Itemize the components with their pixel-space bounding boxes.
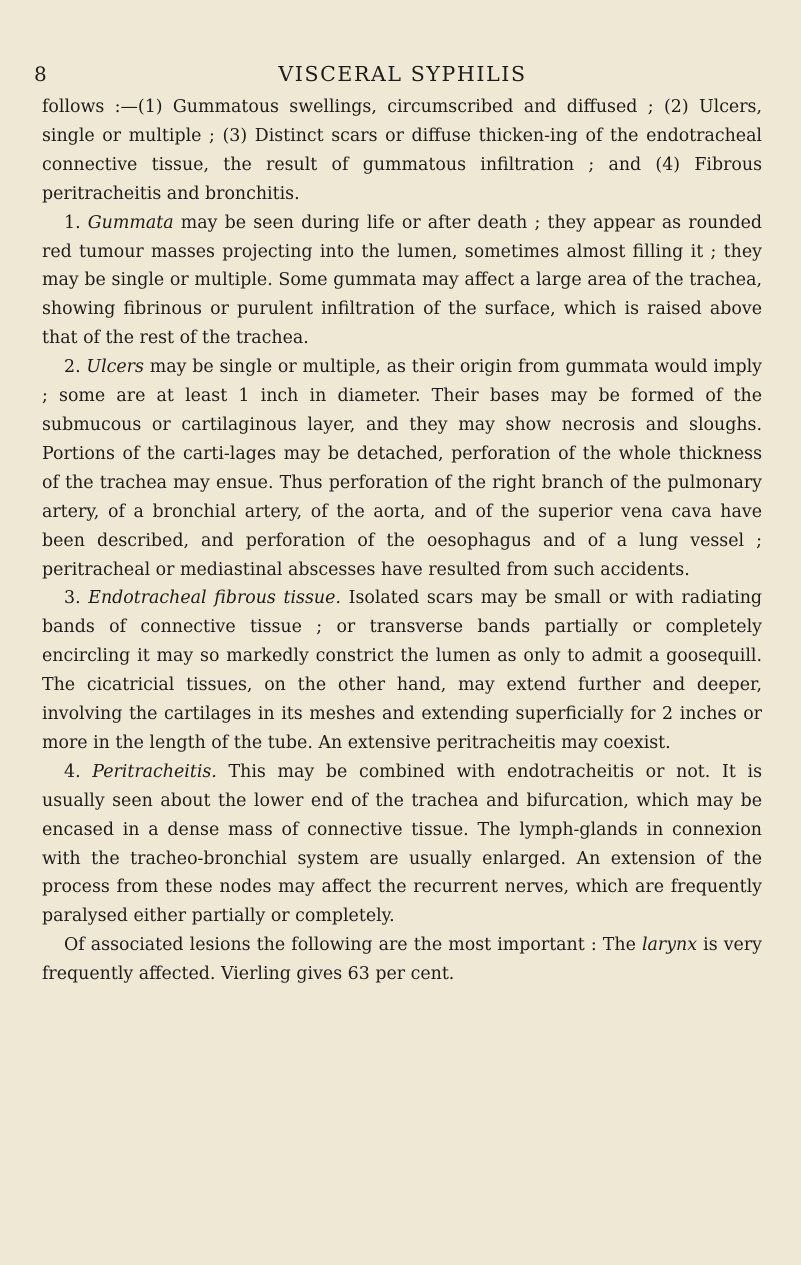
paragraph-text: is very frequently affected. Vierling gives 63 per cent. <box>42 935 762 985</box>
item-term: Gummata <box>87 212 174 233</box>
paragraph-endotracheal-fibrous-tissue <box>42 584 762 757</box>
paragraph-text: Isolated scars may be small or with radiating bands of connective tissue ; or transverse bands partially or completely encircling it may so markedly constrict the lumen as only to admit a goosequill. The cicatricial tissues, on the other hand, may extend further and deeper, involving the cartilages in its meshes and extending superficially for 2 inches or more in the length of the tube. An extensive peritracheitis may coexist. <box>42 588 763 753</box>
paragraph-lead: Of associated lesions the following are the most important : The <box>64 935 636 956</box>
paragraph-intro <box>42 93 762 209</box>
item-number: 4. <box>64 761 81 782</box>
paragraph-ulcers <box>42 353 762 584</box>
body-text <box>42 93 762 989</box>
paragraph-text: This may be combined with endotracheitis or not. It is usually seen about the lower end of the trachea and bifurcation, which may be encased in a dense mass of connective tissue. The lymph-glands in connexion with the tracheo-bronchial system are usually enlarged. An extension of the process from these nodes may affect the recurrent nerves, which are frequently paralysed either partially or completely. <box>42 761 763 927</box>
page-header <box>24 62 781 88</box>
item-term: Endotracheal fibrous tissue. <box>88 588 341 609</box>
item-term: Peritracheitis. <box>92 761 217 782</box>
item-term: larynx <box>641 935 698 956</box>
paragraph-gummata <box>42 209 762 354</box>
item-number: 1. <box>64 212 81 233</box>
item-number: 3. <box>64 588 81 609</box>
running-title: VISCERAL SYPHILIS <box>278 62 527 86</box>
item-number: 2. <box>64 357 81 378</box>
paragraph-peritracheitis <box>42 758 762 931</box>
paragraph-text: may be single or multiple, as their origin from gummata would imply ; some are at least 1 inch in diameter. Their bases may be formed of the submucous or cartilaginous layer, and they may show necrosis and sloughs. Portions of the carti-lages may be detached, perforation of the whole thickness of the trachea may ensue. Thus perforation of the right branch of the pulmonary artery, of a bronchial artery, of the aorta, and of the superior vena cava have been described, and perforation of the oesophagus and of a lung vessel ; peritracheal or mediastinal abscesses have resulted from such accidents. <box>42 357 762 580</box>
page-number: 8 <box>34 62 48 86</box>
paragraph-text: may be seen during life or after death ; they appear as rounded red tumour masses projecting into the lumen, sometimes almost filling it ; they may be single or multiple. Some gummata may affect a large area of the trachea, showing fibrinous or purulent infiltration of the surface, which is raised above that of the rest of the trachea. <box>42 212 763 349</box>
paragraph-text: follows :—(1) Gummatous swellings, circumscribed and diffused ; (2) Ulcers, single or multiple ; (3) Distinct scars or diffuse thicken-ing of the endotracheal connective tissue, the result of gummatous infiltration ; and (4) Fibrous peritracheitis and bronchitis. <box>42 97 762 204</box>
paragraph-associated-lesions <box>42 931 762 989</box>
item-term: Ulcers <box>86 357 144 378</box>
